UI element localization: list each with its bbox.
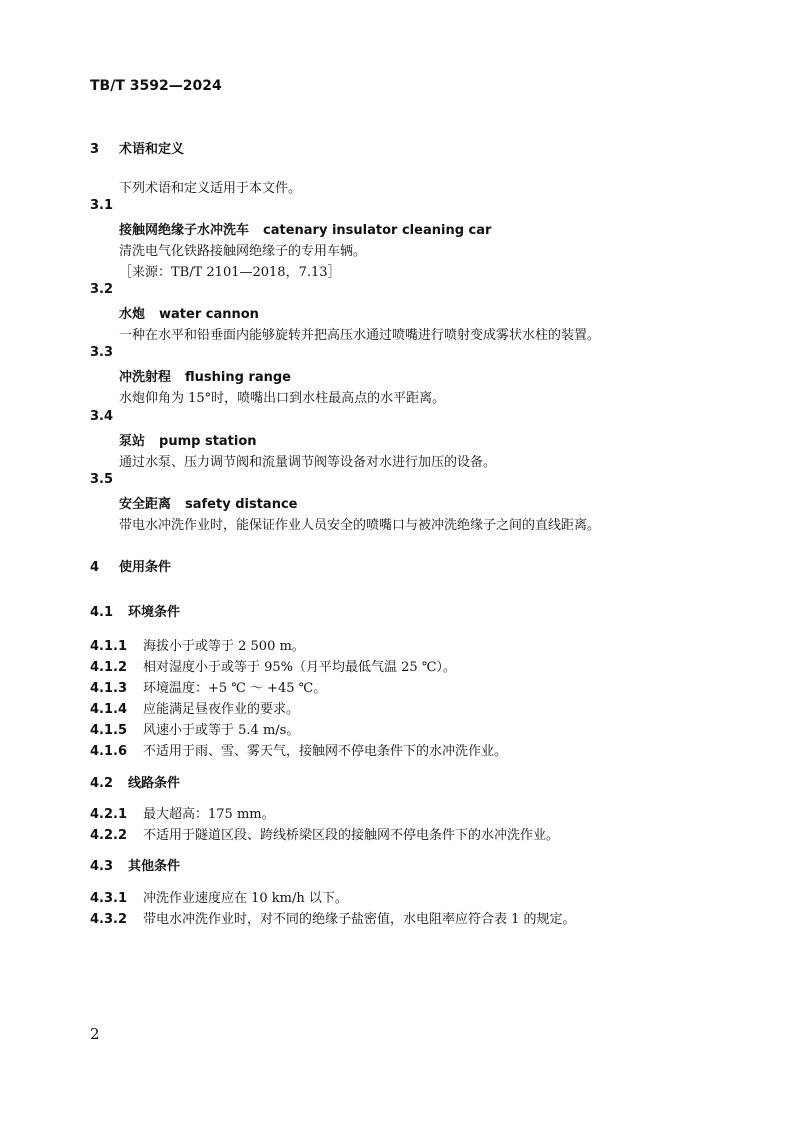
- term-3-2-definition: 一种在水平和铅垂面内能够旋转并把高压水通过喷嘴进行喷射变成雾状水柱的装置。: [119, 328, 601, 343]
- clause-text: 不适用于隧道区段、跨线桥梁区段的接触网不停电条件下的水冲洗作业。: [143, 828, 560, 843]
- section-4-heading: [90, 556, 171, 575]
- section-3-intro: 下列术语和定义适用于本文件。: [119, 181, 302, 196]
- subsection-4-2-heading: [90, 772, 180, 791]
- clause-text: 冲洗作业速度应在 10 km/h 以下。: [143, 891, 348, 906]
- clause-number: 4.1.6: [90, 744, 128, 759]
- clause-number: 4.3.2: [90, 912, 128, 927]
- clause-number: 4.2.1: [90, 807, 128, 822]
- clause-text: 应能满足昼夜作业的要求。: [143, 702, 300, 717]
- clause-text: 风速小于或等于 5.4 m/s。: [143, 723, 300, 738]
- term-3-4-definition: 通过水泵、压力调节阀和流量调节阀等设备对水进行加压的设备。: [119, 455, 497, 470]
- term-3-1-number: 3.1: [90, 198, 114, 213]
- subsection-4-1-heading: [90, 601, 180, 620]
- clause-text: 不适用于雨、雪、雾天气，接触网不停电条件下的水冲洗作业。: [143, 744, 508, 759]
- clause-number: 4.1.1: [90, 639, 128, 654]
- clause-4-2-2: [90, 824, 559, 843]
- term-cn: 安全距离: [119, 497, 172, 512]
- clause-number: 4.1.5: [90, 723, 128, 738]
- section-title: 术语和定义: [119, 142, 185, 157]
- clause-text: 环境温度：+5 ℃ ～ +45 ℃。: [143, 681, 327, 696]
- clause-4-3-1: [90, 887, 348, 906]
- term-3-1-definition: 清洗电气化铁路接触网绝缘子的专用车辆。: [119, 244, 367, 259]
- term-3-5-definition: 带电水冲洗作业时，能保证作业人员安全的喷嘴口与被冲洗绝缘子之间的直线距离。: [119, 518, 601, 533]
- clause-4-1-6: [90, 740, 507, 759]
- term-3-2-title: [119, 303, 259, 322]
- clause-number: 4.1.3: [90, 681, 128, 696]
- section-number: 4: [90, 560, 100, 575]
- term-3-3-title: [119, 366, 291, 385]
- subsection-title: 线路条件: [128, 776, 181, 791]
- term-3-1-title: [119, 219, 491, 238]
- clause-text: 相对湿度小于或等于 95%（月平均最低气温 25 ℃）。: [143, 660, 456, 675]
- term-en: catenary insulator cleaning car: [263, 223, 492, 238]
- subsection-number: 4.3: [90, 859, 114, 874]
- term-3-1-source: ［来源：TB/T 2101—2018，7.13］: [119, 265, 341, 280]
- subsection-4-3-heading: [90, 855, 180, 874]
- clause-4-1-5: [90, 719, 299, 738]
- term-3-4-number: 3.4: [90, 409, 114, 424]
- term-cn: 冲洗射程: [119, 370, 172, 385]
- clause-number: 4.3.1: [90, 891, 128, 906]
- clause-4-1-2: [90, 656, 456, 675]
- clause-4-1-4: [90, 698, 299, 717]
- clause-number: 4.1.2: [90, 660, 128, 675]
- term-en: flushing range: [185, 370, 292, 385]
- clause-number: 4.1.4: [90, 702, 128, 717]
- subsection-title: 其他条件: [128, 859, 181, 874]
- clause-text: 海拔小于或等于 2 500 m。: [143, 639, 305, 654]
- term-en: safety distance: [185, 497, 298, 512]
- clause-4-3-2: [90, 908, 576, 927]
- clause-4-1-3: [90, 677, 326, 696]
- term-3-5-number: 3.5: [90, 472, 114, 487]
- section-3-heading: [90, 138, 184, 157]
- term-cn: 水炮: [119, 307, 146, 322]
- document-code: TB/T 3592—2024: [90, 78, 222, 94]
- clause-number: 4.2.2: [90, 828, 128, 843]
- clause-4-1-1: [90, 635, 305, 654]
- section-title: 使用条件: [119, 560, 172, 575]
- term-3-4-title: [119, 430, 257, 449]
- subsection-number: 4.2: [90, 776, 114, 791]
- section-number: 3: [90, 142, 100, 157]
- clause-text: 带电水冲洗作业时，对不同的绝缘子盐密值，水电阻率应符合表 1 的规定。: [143, 912, 576, 927]
- term-en: water cannon: [159, 307, 259, 322]
- term-3-3-definition: 水炮仰角为 15°时，喷嘴出口到水柱最高点的水平距离。: [119, 391, 446, 406]
- subsection-number: 4.1: [90, 605, 114, 620]
- term-cn: 接触网绝缘子水冲洗车: [119, 223, 250, 238]
- subsection-title: 环境条件: [128, 605, 181, 620]
- page-number: 2: [90, 1025, 100, 1043]
- term-3-3-number: 3.3: [90, 345, 114, 360]
- term-cn: 泵站: [119, 434, 146, 449]
- clause-4-2-1: [90, 803, 275, 822]
- term-3-2-number: 3.2: [90, 282, 114, 297]
- term-en: pump station: [159, 434, 257, 449]
- clause-text: 最大超高：175 mm。: [143, 807, 275, 822]
- term-3-5-title: [119, 493, 297, 512]
